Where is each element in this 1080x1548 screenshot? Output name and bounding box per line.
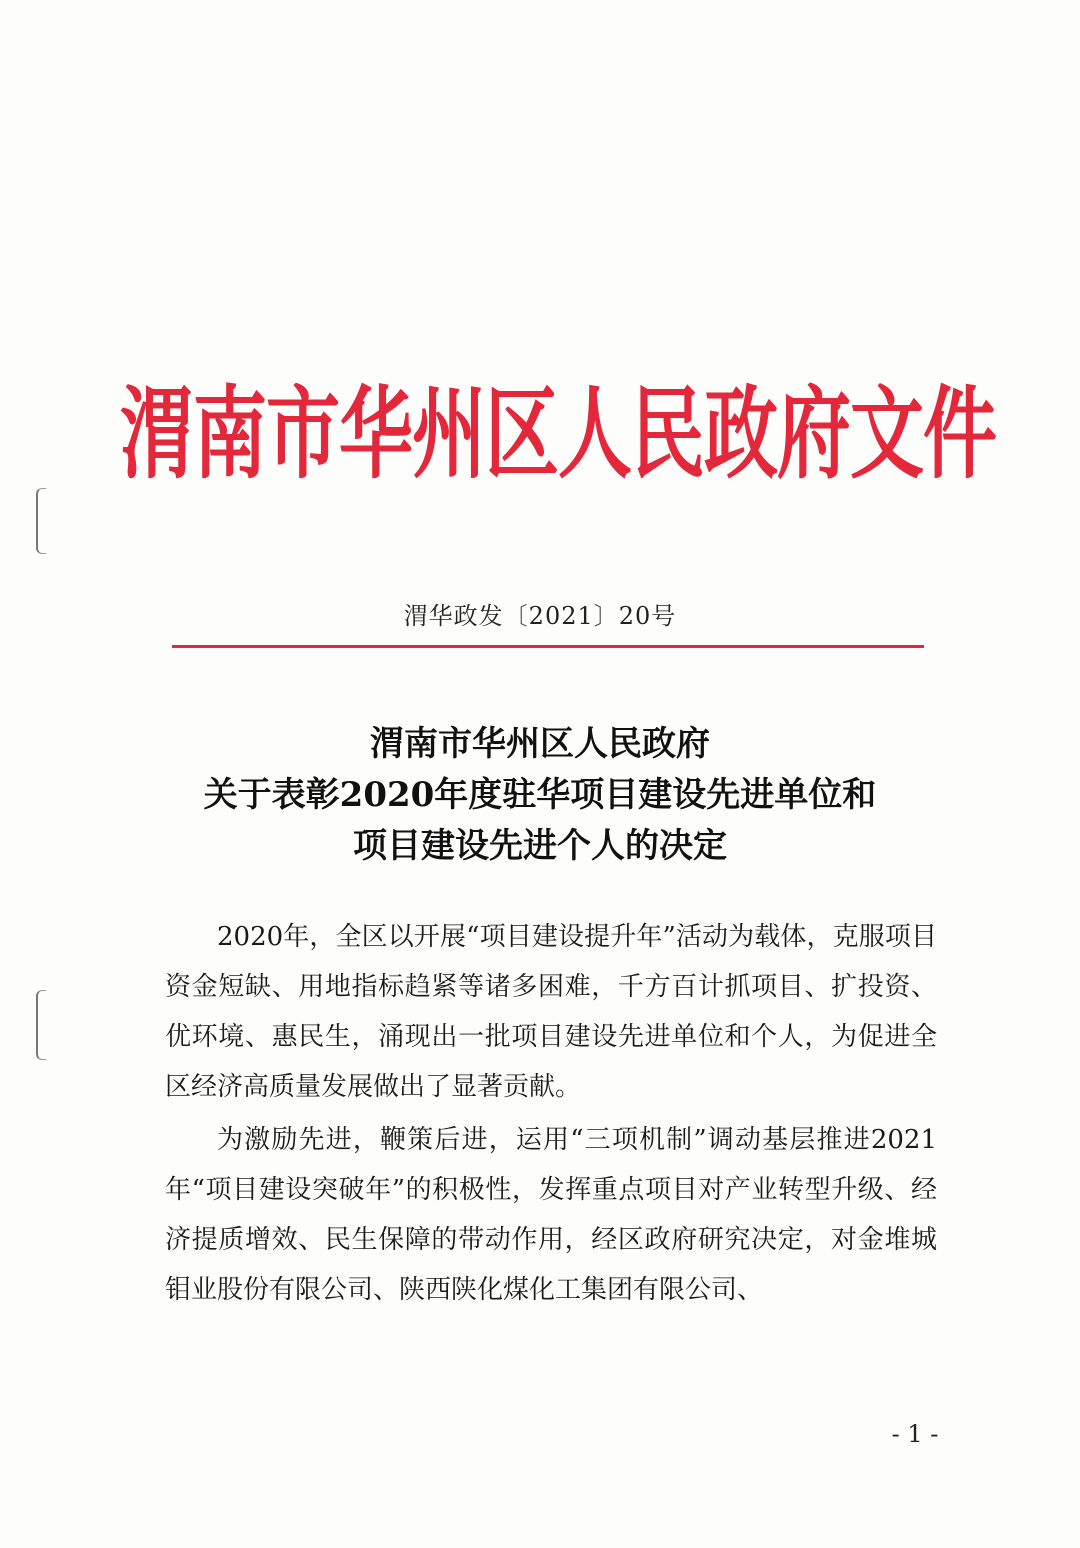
body-paragraph-2: 为激励先进，鞭策后进，运用“三项机制”调动基层推进2021年“项目建设突破年”的积极性，发挥重点项目对产业转型升级、经济提质增效、民生保障的带动作用，经区政府研究决定，对金堆城钼业股份有限公司、陕西陕化煤化工集团有限公司、 [165, 1125, 937, 1305]
red-divider-line [172, 645, 924, 648]
decision-title-line-2: 关于表彰2020年度驻华项目建设先进单位和 [203, 775, 877, 815]
decision-title-line-1: 渭南市华州区人民政府 [370, 724, 710, 764]
body-paragraph-1: 2020年，全区以开展“项目建设提升年”活动为载体，克服项目资金短缺、用地指标趋紧等诸多困难，千方百计抓项目、扩投资、优环境、惠民生，涌现出一批项目建设先进单位和个人，为促进全区经济高质量发展做出了显著贡献。 [165, 922, 937, 1102]
binding-hole-mark [36, 990, 46, 1060]
binding-hole-mark [36, 488, 46, 554]
decision-title-line-3: 项目建设先进个人的决定 [353, 826, 727, 866]
issuer-header: 渭南市华州区人民政府文件 [120, 376, 996, 493]
page-number: - 1 - [891, 1420, 939, 1448]
document-number: 渭华政发〔2021〕20号 [403, 602, 677, 630]
